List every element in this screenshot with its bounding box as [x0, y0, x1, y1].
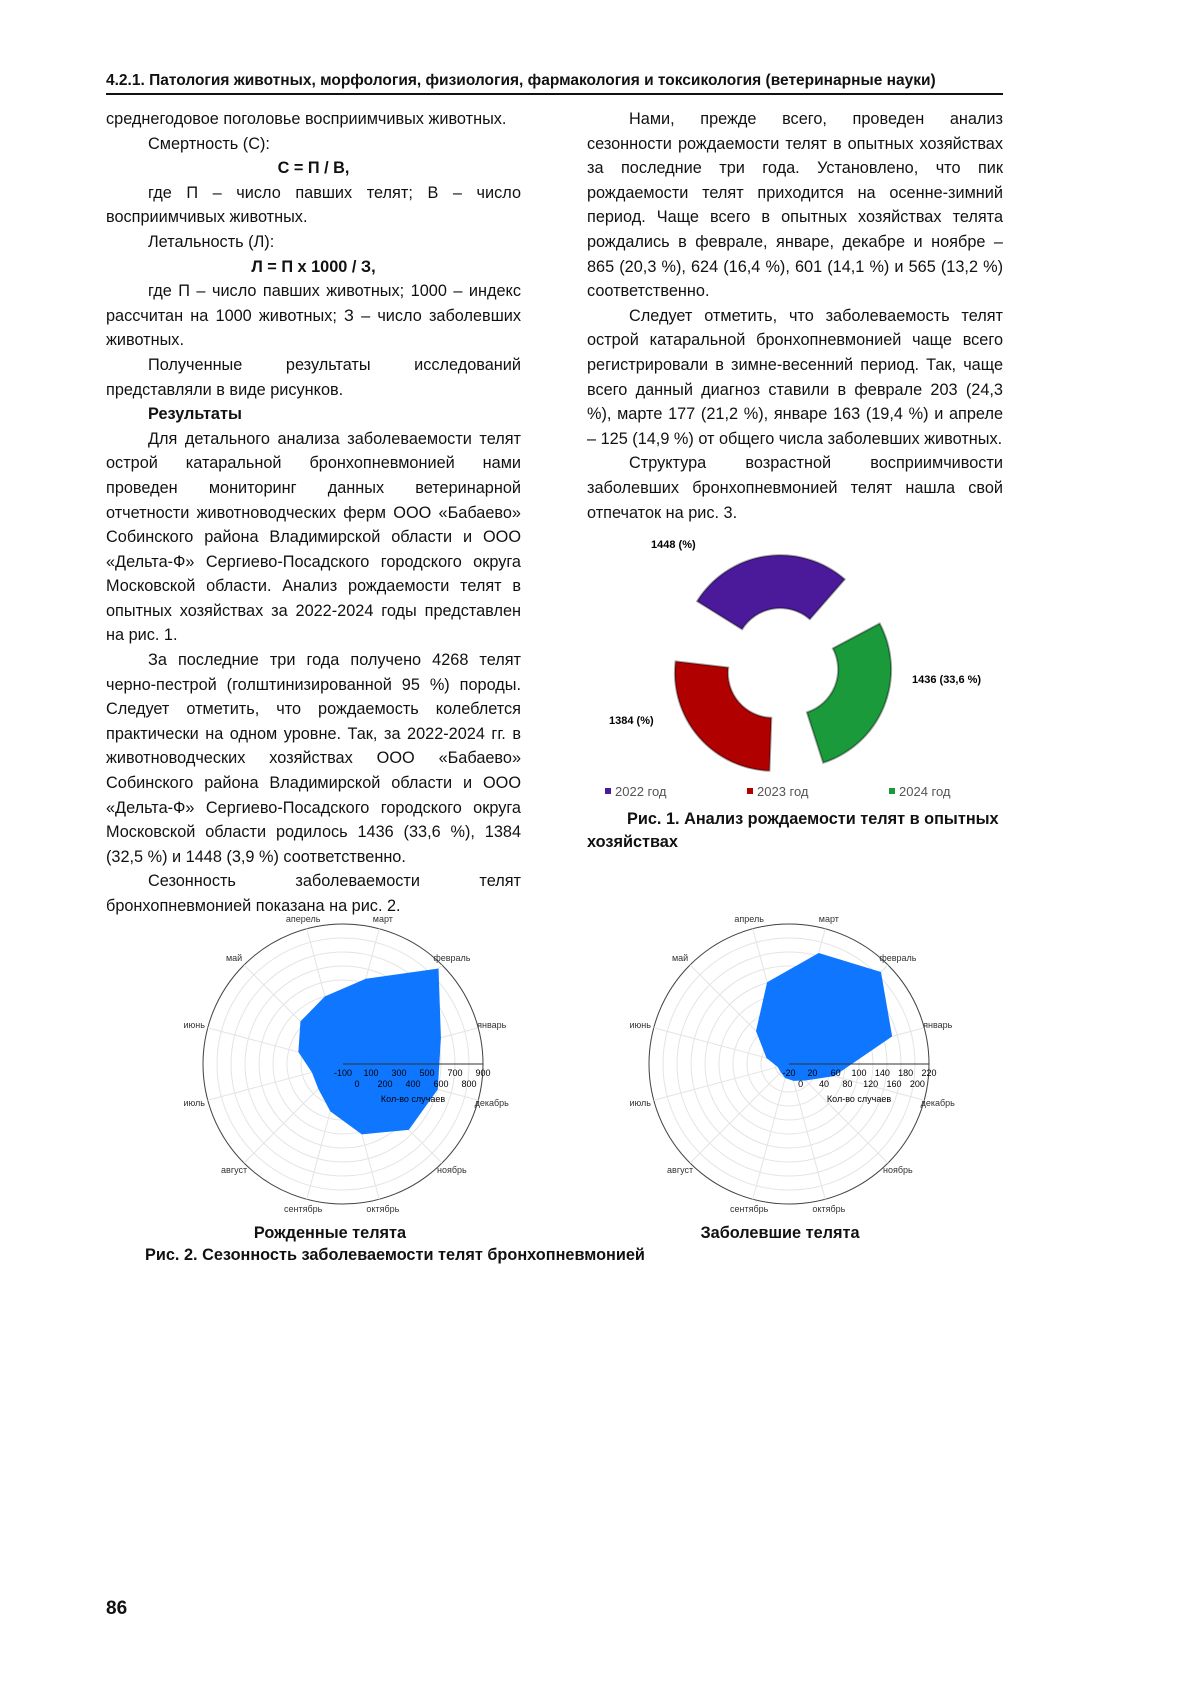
paragraph: Нами, прежде всего, проведен анализ сезонности рождаемости телят в опытных хозяйствах за последние три года. Установлено, что пик рождаемости телят приходится на осенне-зимний период. Чаще всего в опытных хозяйствах телята рождались в феврале, январе, декабре и ноябре – 865 (20,3 %), 624 (16,4 %), 601 (14,1 %) и 565 (13,2 %) соответственно. — [587, 107, 1003, 304]
tick-label: 300 — [391, 1068, 406, 1078]
month-label: август — [667, 1165, 693, 1175]
paragraph: Смертность (С): — [106, 132, 521, 157]
month-label: декабрь — [475, 1098, 510, 1108]
legend-label: 2022 год — [615, 784, 667, 799]
birth-donut-chart — [587, 530, 1003, 810]
tick-label: 0 — [798, 1079, 803, 1089]
tick-label: -20 — [782, 1068, 795, 1078]
month-label: аперель — [286, 914, 321, 924]
paragraph: За последние три года получено 4268 телят черно-пестрой (голштинизированной 95 %) породы. Следует отметить, что рождаемость колеблется практически на одном уровне. Так, за 2022-2024 гг. в животноводческих хозяйствах ООО «Бабаево» Собинского района Владимирской области и ООО «Дельта-Ф» Сергиево-Посадского городского округа Московской области родилось 1436 (33,6 %), 1384 (32,5 %) и 1448 (3,9 %) соответственно. — [106, 648, 521, 869]
births-radar-chart — [160, 900, 530, 1220]
radar1-title: Рожденные телята — [200, 1222, 460, 1245]
month-label: март — [373, 914, 393, 924]
month-label: ноябрь — [437, 1165, 467, 1175]
legend-swatch — [605, 788, 611, 794]
tick-label: 180 — [898, 1068, 913, 1078]
month-label: октябрь — [366, 1204, 399, 1214]
slice-label: 1384 (%) — [609, 715, 654, 727]
month-label: ноябрь — [883, 1165, 913, 1175]
month-label: декабрь — [921, 1098, 956, 1108]
month-label: октябрь — [812, 1204, 845, 1214]
paragraph: среднегодовое поголовье восприимчивых животных. — [106, 107, 521, 132]
paragraph: где П – число павших телят; В – число восприимчивых животных. — [106, 181, 521, 230]
radial-axis-label: Кол-во случаев — [827, 1094, 891, 1104]
month-label: январь — [477, 1020, 507, 1030]
month-label: февраль — [879, 953, 916, 963]
month-label: май — [672, 953, 688, 963]
paragraph: Для детального анализа заболеваемости телят острой катаральной бронхопневмонией нами проведен мониторинг данных ветеринарной отчетности животноводческих ферм ООО «Бабаево» Собинского района Владимирской области и ООО «Дельта-Ф» Сергиево-Посадского городского округа Московской области. Анализ рождаемости телят в опытных хозяйствах за 2022-2024 годы представлен на рис. 1. — [106, 427, 521, 648]
tick-label: 400 — [405, 1079, 420, 1089]
month-label: июнь — [630, 1020, 652, 1030]
figure-2-caption: Рис. 2. Сезонность заболеваемости телят бронхопневмонией — [145, 1244, 645, 1267]
month-label: июнь — [184, 1020, 206, 1030]
donut-slice-2023 год — [675, 661, 771, 770]
radar2-title: Заболевшие телята — [650, 1222, 910, 1245]
tick-label: 220 — [921, 1068, 936, 1078]
formula: С = П / В, — [106, 156, 521, 181]
month-label: январь — [923, 1020, 953, 1030]
page-number: 86 — [106, 1598, 127, 1620]
month-label: август — [221, 1165, 247, 1175]
legend-label: 2024 год — [899, 784, 951, 799]
month-label: сентябрь — [730, 1204, 769, 1214]
tick-label: 80 — [842, 1079, 852, 1089]
month-label: июль — [629, 1098, 651, 1108]
tick-label: 700 — [447, 1068, 462, 1078]
tick-label: -100 — [334, 1068, 352, 1078]
spoke — [753, 1064, 789, 1199]
paragraph: Полученные результаты исследований представляли в виде рисунков. — [106, 353, 521, 402]
legend-swatch — [747, 788, 753, 794]
spoke — [654, 1064, 789, 1100]
tick-label: 100 — [851, 1068, 866, 1078]
tick-label: 200 — [377, 1079, 392, 1089]
tick-label: 160 — [886, 1079, 901, 1089]
document-page — [0, 0, 1200, 1697]
month-label: март — [819, 914, 839, 924]
tick-label: 800 — [461, 1079, 476, 1089]
month-label: сентябрь — [284, 1204, 323, 1214]
month-label: апрель — [734, 914, 764, 924]
tick-label: 120 — [863, 1079, 878, 1089]
paragraph: Сезонность заболеваемости телят бронхопневмонией показана на рис. 2. — [106, 869, 521, 918]
section-heading: Результаты — [106, 402, 521, 427]
month-label: май — [226, 953, 242, 963]
tick-label: 500 — [419, 1068, 434, 1078]
slice-label: 1448 (%) — [651, 539, 696, 551]
tick-label: 100 — [363, 1068, 378, 1078]
running-header: 4.2.1. Патология животных, морфология, физиология, фармакология и токсикология (ветеринарные науки) — [106, 72, 1003, 95]
tick-label: 140 — [875, 1068, 890, 1078]
month-label: февраль — [433, 953, 470, 963]
tick-label: 600 — [433, 1079, 448, 1089]
right-column — [587, 107, 1003, 525]
paragraph: Структура возрастной восприимчивости заболевших бронхопневмонией телят нашла свой отпечаток на рис. 3. — [587, 451, 1003, 525]
figure-1-caption: Рис. 1. Анализ рождаемости телят в опытных хозяйствах — [587, 808, 1003, 854]
tick-label: 60 — [831, 1068, 841, 1078]
tick-label: 20 — [807, 1068, 817, 1078]
slice-label: 1436 (33,6 %) — [912, 674, 981, 686]
paragraph: Летальность (Л): — [106, 230, 521, 255]
tick-label: 0 — [354, 1079, 359, 1089]
paragraph: Следует отметить, что заболеваемость телят острой катаральной бронхопневмонией чаще всего регистрировали в зимне-весенний период. Так, чаще всего данный диагноз ставили в феврале 203 (24,3 %), марте 177 (21,2 %), январе 163 (19,4 %) и апреле – 125 (14,9 %) от общего числа заболевших животных. — [587, 304, 1003, 452]
donut-slice-2024 год — [807, 624, 891, 763]
tick-label: 200 — [910, 1079, 925, 1089]
radar-area — [298, 968, 441, 1134]
paragraph: где П – число павших животных; 1000 – индекс рассчитан на 1000 животных; З – число заболевших животных. — [106, 279, 521, 353]
radar-area — [756, 953, 892, 1081]
legend-label: 2023 год — [757, 784, 809, 799]
diseased-radar-chart — [606, 900, 976, 1220]
legend-swatch — [889, 788, 895, 794]
left-column — [106, 107, 521, 919]
radial-axis-label: Кол-во случаев — [381, 1094, 445, 1104]
donut-slice-2022 год — [697, 555, 845, 629]
tick-label: 900 — [475, 1068, 490, 1078]
month-label: июль — [183, 1098, 205, 1108]
tick-label: 40 — [819, 1079, 829, 1089]
formula: Л = П х 1000 / З, — [106, 255, 521, 280]
